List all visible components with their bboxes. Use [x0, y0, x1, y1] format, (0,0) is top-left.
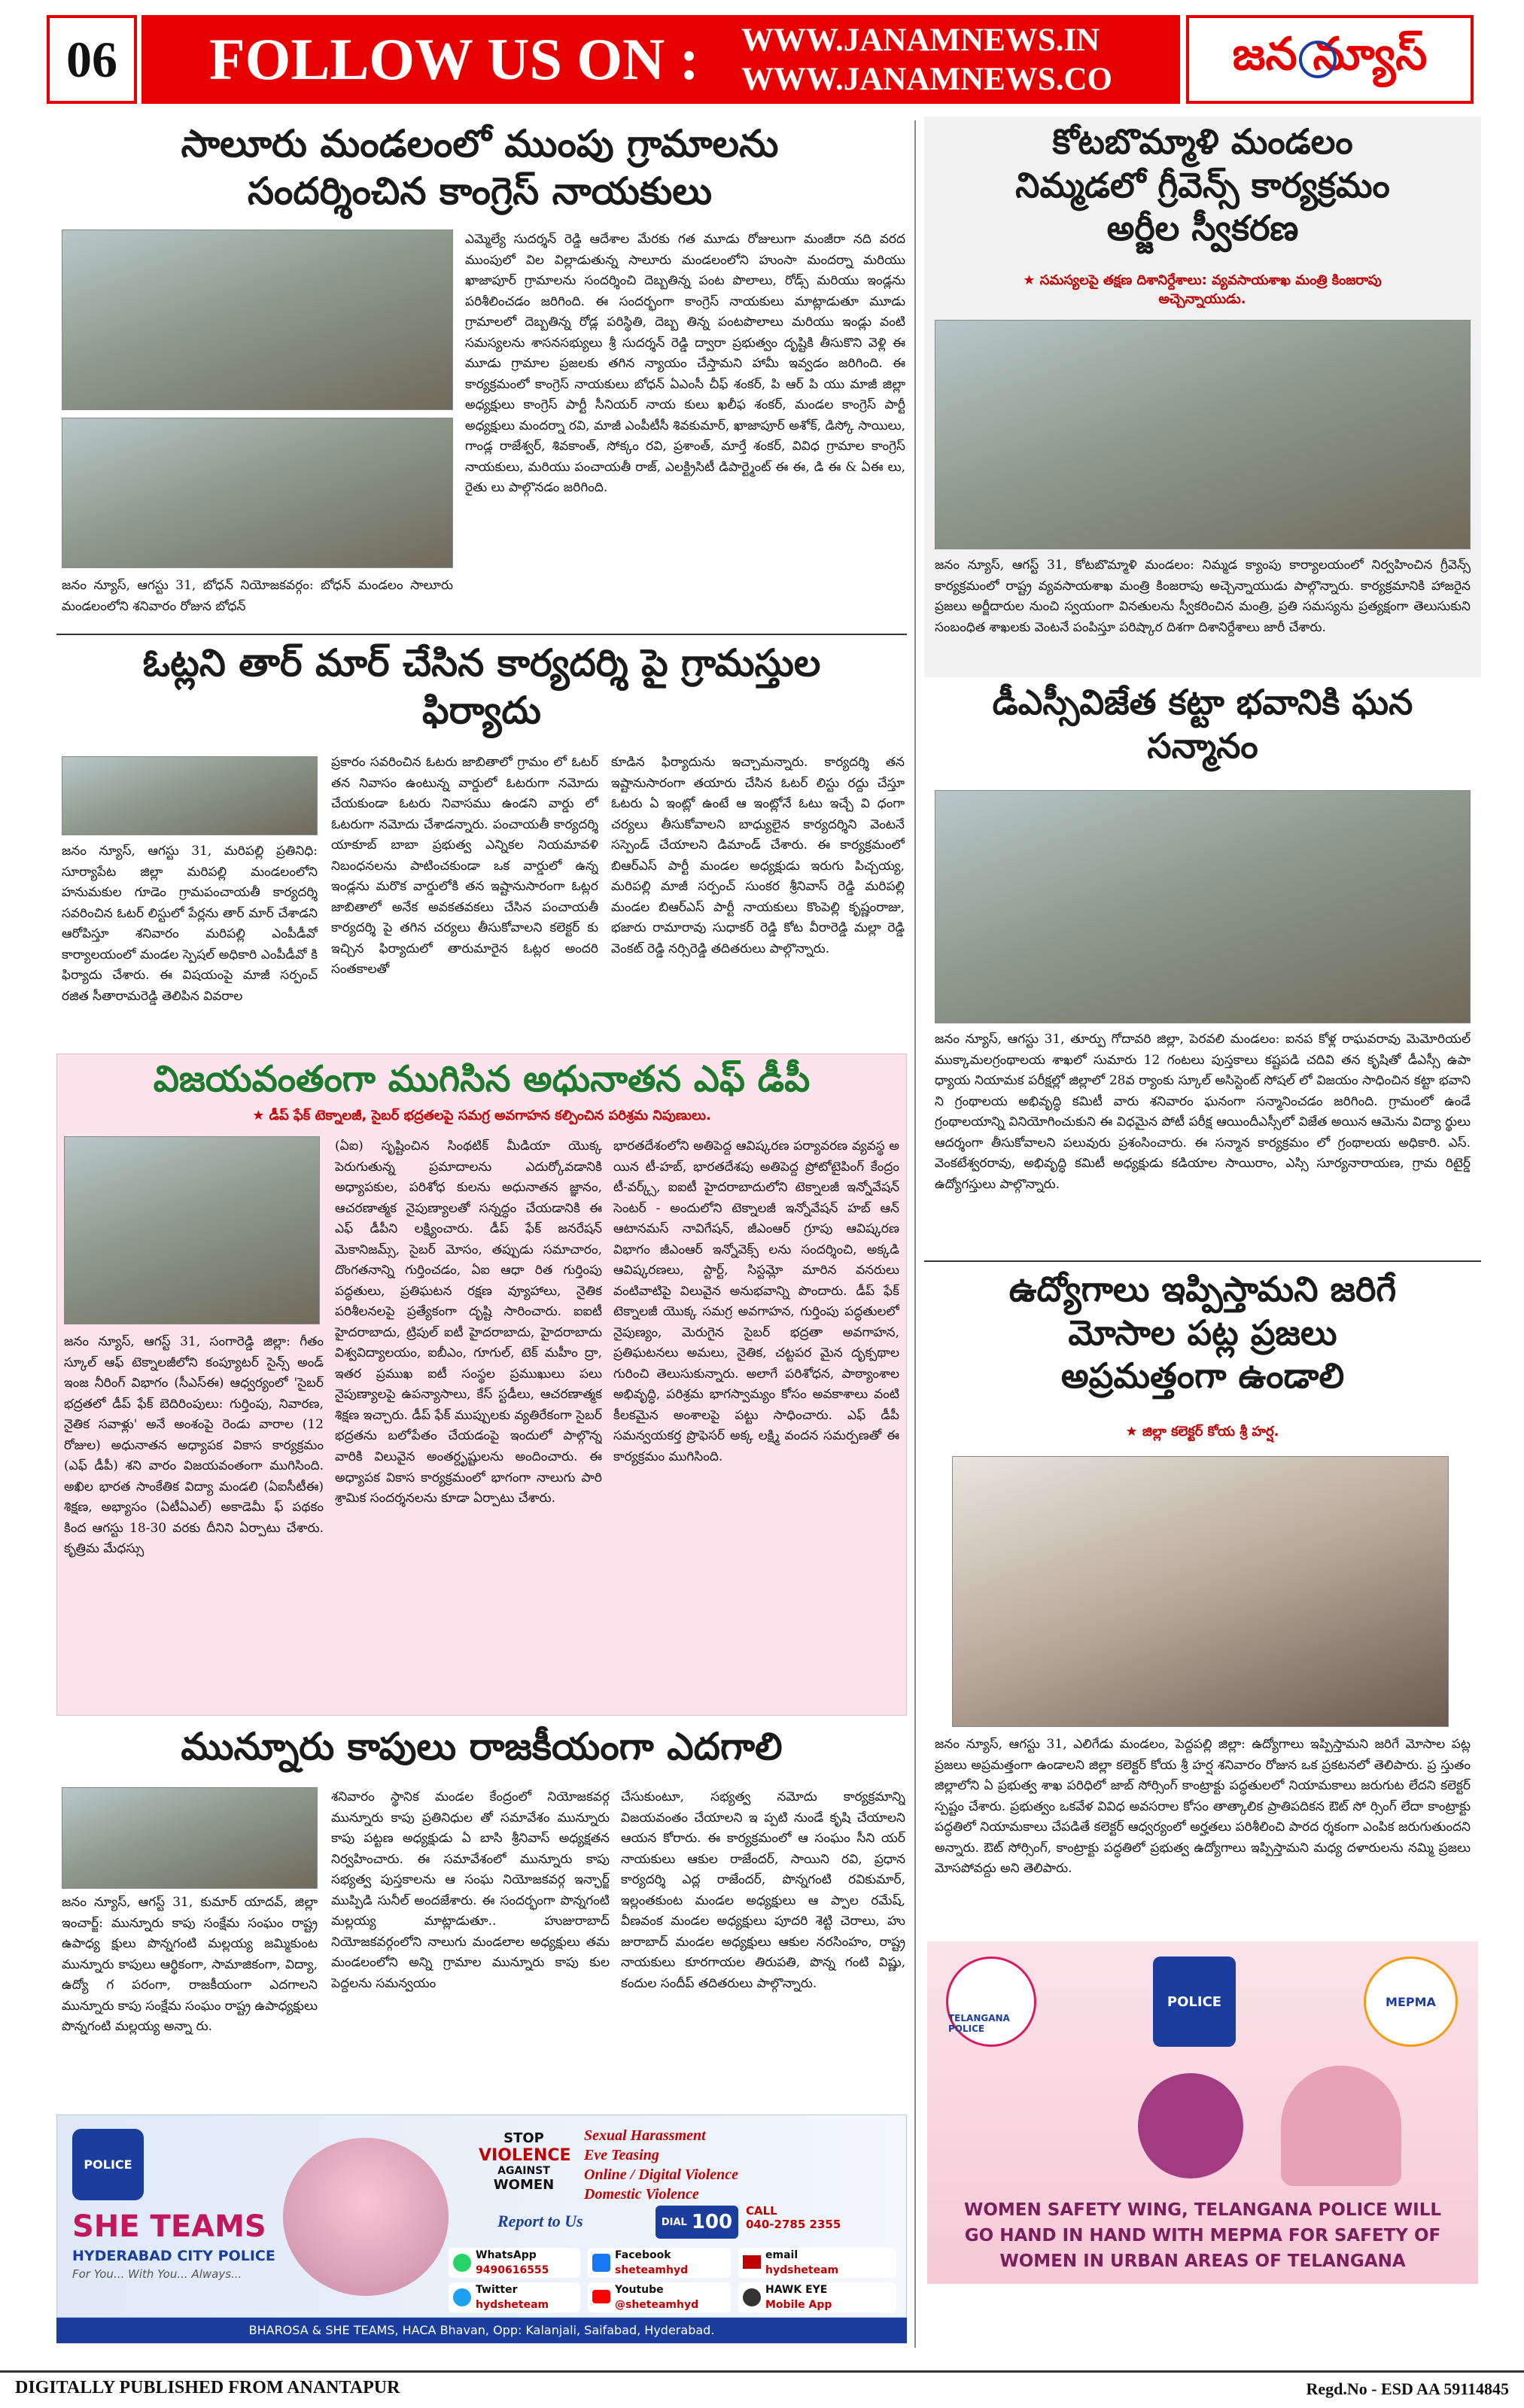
janam-news-logo[interactable]	[1186, 15, 1474, 104]
hawk-eye-sublabel: Mobile App	[765, 2299, 832, 2311]
dial-number: 100	[691, 2211, 733, 2233]
facebook-icon	[592, 2254, 610, 2272]
email-contact[interactable]	[738, 2248, 896, 2278]
kotabommali-subheadline	[929, 271, 1475, 309]
facebook-handle: sheteamhyd	[615, 2264, 689, 2276]
udyogalu-headline-line3: అప్రమత్తంగా ఉండాలి	[1060, 1355, 1345, 1396]
youtube-label: Youtube	[615, 2284, 664, 2296]
munnuru-col3: చేసుకుంటూ, సభ్యత్వ నమోదు కార్యక్రమాన్ని విజయవంతం చేయాలని ఇ ప్పటి నుండే కృషి చేయాలని ఆయన కోరారు. ఈ కార్యక్రమంలో ఆ సంఘం సీని యర్ నాయకులు ఆకుల రాజేందర్, సాయిని రవి, ప్రధాన కార్యదర్శి ఎద్ల రాజేందర్, పొన్నగంటి రవికుమార్, ఇల్లంతకుంట మండల అధ్యక్షులు ఆ ప్పాల రమేష్, వీణవంక మండల అధ్యక్షులు పూదరి శెట్టి చెరాలు, హు జురాబాద్ మండల అధ్యక్షులు ఆకుల నరసింహం, రాష్ట్ర నాయకులు కూరగాయల తిరుపతి, పొన్న గంటి విష్ణు, కందుల సందీప్ తదితరులు పాల్గొన్నారు.	[621, 1789, 905, 1991]
against-label: AGAINST	[497, 2165, 550, 2177]
dsc-headline-line2: సన్మానం	[1147, 725, 1258, 766]
violence-item: Online / Digital Violence	[584, 2166, 739, 2183]
kotabommali-photo	[935, 320, 1471, 549]
munnuru-col1: జనం న్యూస్, ఆగస్ట్ 31, కుమార్ యాదవ్, జిల్లా ఇంచార్జ్: మున్నూరు కాపు సంక్షేమ సంఘం రాష్ట్ర ఉపాధ్య క్షులు పొన్నగంటి మల్లయ్య జమ్మికుంట మున్నూరు కాపులు ఆర్థికంగా, సామాజికంగా, విద్యా, ఉద్యో గ పరంగా, రాజకీయంగా ఎదగాలని మున్నూరు కాపు సంక్షేమ సంఘం రాష్ట్ర ఉపాధ్యక్షులు పొన్నగంటి మల్లయ్య అన్నా రు.	[62, 1895, 318, 2035]
votlu-photo	[62, 756, 318, 835]
youtube-icon	[592, 2290, 610, 2303]
women-label: WOMEN	[493, 2177, 555, 2193]
call-label: CALL	[746, 2204, 777, 2218]
telangana-police-women-logo: TELANGANA POLICE	[946, 1956, 1036, 2047]
fdp-headline: విజయవంతంగా ముగిసిన అధునాతన ఎఫ్ డీపీ	[153, 1058, 811, 1100]
women-safety-line3: WOMEN IN URBAN AREAS OF TELANGANA	[999, 2251, 1406, 2271]
salur-body-caption: జనం న్యూస్, ఆగస్టు 31, బోధన్ నియోజకవర్గం: బోధన్ మండలం సాలూరు మండలంలోని శనివారం రోజున బోధన్	[62, 578, 453, 614]
salur-headline-line1: సాలూరు మండలంలో ముంపు గ్రామాలను	[181, 122, 779, 166]
violence-item: Eve Teasing	[584, 2147, 659, 2163]
masthead	[0, 0, 1524, 111]
dsc-photo	[935, 790, 1471, 1023]
footer-rule	[0, 2370, 1524, 2373]
she-teams-title: SHE TEAMS	[72, 2209, 266, 2244]
women-safety-ad	[927, 1941, 1478, 2284]
she-teams-footer: BHAROSA & SHE TEAMS, HACA Bhavan, Opp: Kalanjali, Saifabad, Hyderabad.	[56, 2318, 907, 2343]
violence-label: VIOLENCE	[479, 2146, 571, 2165]
fdp-col2: (ఏఐ) సృష్టించిన సింథటిక్ మీడియా యొక్క పెరుగుతున్న ప్రమాదాలను ఎదుర్కోవడానికి అధ్యాపకుల, పరిశోధ కులను అధునాతన జ్ఞానం, ఆచరణాత్మక నైపుణ్యాలతో సన్నద్ధం చేయడానికి ఈ ఎఫ్ డీపీని లక్ష్యించారు. డీప్ ఫేక్ జనరేషన్ మెకానిజమ్స్, సైబర్ మోసం, తప్పుడు సమాచారం, దొంగతనాన్ని గుర్తించడం, ఏఐ ఆధా రిత గుర్తింపు పద్ధతులు, ప్రతిఘటన రక్షణ వ్యూహాలు, నైతిక పరిశీలనలపై ప్రత్యేకంగా దృష్టి సారించారు. ఐఐటీ హైదరాబాదు, ట్రిపుల్ ఐటీ హైదరాబాదు, హైదరాబాదు విశ్వవిద్యాలయం, ఐబీఎం, గూగుల్, టెక్ మహీం ద్రా, ఇతర ప్రముఖ ఐటీ సంస్థల ప్రముఖులు పలు నైపుణ్యాలపై ఉపన్యాసాలు, కేస్ స్టడీలు, ఆచరణాత్మక శిక్షణ ఇచ్చారు. డీప్ ఫేక్ ముప్పులకు వ్యతిరేకంగా సైబర్ భద్రతను బలోపేతం చేయడంపై ఇందులో పాల్గొన్న వారికి విలువైన అంతర్దృష్టులను అందించారు. ఈ అధ్యాపక వికాస కార్యక్రమంలో భాగంగా నాలుగు పారి శ్రామిక సందర్శనలను కూడా ఏర్పాటు చేశారు.	[335, 1139, 602, 1507]
votlu-headline-line2: ఫిర్యాదు	[422, 688, 541, 732]
police-badge-icon: POLICE	[1153, 1956, 1236, 2047]
fdp-col3: భారతదేశంలోని అతిపెద్ద ఆవిష్కరణ పర్యావరణ వ్యవస్థ అ యిన టీ-హబ్, భారతదేశపు అతిపెద్ద ప్రోటోటైపింగ్ కేంద్రం టీ-వర్క్స్, ఐఐటీ హైదరాబాదులోని టెక్నాలజీ ఇన్నోవేషన్ సెంటర్ - అందులోని టెక్నాలజీ ఇన్నోవేషన్ హబ్ ఆన్ ఆటానమస్ నావిగేషన్, జీఎంఆర్ గ్రూపు ఆవిష్కరణ విభాగం జీఎంఆర్ ఇన్నోవెక్స్ లను సందర్శించి, అక్కడి ఆవిష్కరణలు, స్టార్ట్, సిస్టమ్లో మారిన వనరులు వంటివాటిపై విలువైన అనుభవాన్ని పొందారు. డీప్ ఫేక్ టెక్నాలజీ యొక్క సమగ్ర అవగాహన, గుర్తింపు పద్ధతులలో నైపుణ్యం, మెరుగైన సైబర్ భద్రతా అవగాహన, ప్రతిఘటనలు అమలు, నైతిక, చట్టపర మైన దృక్పథాల గురించి తెలుసుకున్నారు. అలాగే పరిశోధన, పాఠ్యాంశాల అభివృద్ధి, పరిశ్రమ భాగస్వామ్యం కోసం అవకాశాలు వంటి కీలకమైన అంశాలపై పట్టు సాధించారు. ఎఫ్ డీపీ సమన్వయకర్త ప్రొఫెసర్ అక్క లక్ష్మి వందన సమర్పణతో ఈ కార్యక్రమం ముగిసింది.	[613, 1139, 899, 1464]
youtube-handle: @sheteamhyd	[615, 2299, 699, 2311]
salur-photo-2	[62, 418, 453, 568]
dial-100-box	[656, 2206, 738, 2239]
kotabommali-sub-line2: అచ్చెన్నాయుడు.	[1158, 291, 1246, 308]
munnuru-photo	[62, 1787, 318, 1889]
mepma-logo: MEPMA	[1364, 1956, 1458, 2047]
facebook-label: Facebook	[615, 2249, 671, 2261]
column-divider	[914, 120, 916, 2348]
fdp-col1: జనం న్యూస్, ఆగస్ట్ 31, సంగారెడ్డి జిల్లా: గీతం స్కూల్ ఆఫ్ టెక్నాలజీలోని కంప్యూటర్ సైన్స్ అండ్ ఇంజ నీరింగ్ విభాగం (సీఎస్ఈ) ఆధ్వర్యంలో 'సైబర్ భద్రతలో డీప్ ఫేక్ బెదిరింపులు: గుర్తింపు, నివారణ, నైతిక సవాళ్లు' అనే అంశంపై రెండు వారాల (12 రోజుల) అధునాతన అధ్యాపక వికాస కార్యక్రమం (ఎఫ్ డీపీ) శని వారం విజయవంతంగా ముగిసింది. అఖిల భారత సాంకేతిక విద్యా మండలి (ఏఐసీటీఈ) శిక్షణ, అభ్యాసం (ఏటీఏఎల్) అకాడెమీ ఫ్ పథకం కింద ఆగస్టు 18-30 వరకు దీనిని ఏర్పాటు చేశారు. కృత్రిమ మేధస్సు	[64, 1334, 324, 1557]
twitter-handle: hydsheteam	[476, 2299, 549, 2311]
votlu-col1: జనం న్యూస్, ఆగస్టు 31, మరిపల్లి ప్రతినిధి: సూర్యాపేట జిల్లా మరిపల్లి మండలంలోని హనుమకుల గూడెం గ్రామపంచాయతీ కార్యదర్శి సవరించిన ఓటర్ లిస్టులో పేర్లను తార్ మార్ చేశాడని ఆరోపిస్తూ శనివారం మరిపల్లి ఎంపీడీవో కార్యాలయంలో మండల స్పెషల్ అధికారి ఎంపీడీవో కి ఫిర్యాదు చేశారు. ఈ విషయంపై మాజీ సర్పంచ్ రజిత సీతారామరెడ్డి తెలిపిన వివరాల	[62, 844, 318, 1004]
udyogalu-subheadline: ★ జిల్లా కలెక్టర్ కోయ శ్రీ హర్ష.	[1125, 1424, 1279, 1440]
salur-photo-1	[62, 230, 453, 410]
kotabommali-body: జనం న్యూస్, ఆగస్ట్ 31, కోటబొమ్మాళి మండలం: నిమ్మడ క్యాంపు కార్యాలయంలో నిర్వహించిన గ్రీవెన్స్ కార్యక్రమంలో రాష్ట్ర వ్యవసాయశాఖ మంత్రి కింజరాపు అచ్చెన్నాయుడు పాల్గొన్నారు. కార్యక్రమానికి హాజరైన ప్రజలు అర్జీదారుల నుంచి స్వయంగా వినతులను స్వీకరించిన మంత్రి, ప్రతి సమస్యను ప్రత్యక్షంగా తెలుసుకుని సంబంధిత శాఖలకు వెంటనే పంపిస్తూ పరిష్కార దిశగా దిశానిర్దేశాలు జారీ చేశారు.	[935, 558, 1471, 635]
email-icon	[743, 2255, 761, 2269]
women-safety-line1: WOMEN SAFETY WING, TELANGANA POLICE WILL	[963, 2200, 1442, 2220]
votlu-headline	[56, 640, 907, 734]
dsc-body: జనం న్యూస్, ఆగస్టు 31, తూర్పు గోదావరి జిల్లా, పెరవలి మండలం: ఐనప కోళ్ల రాఘవరావు మెమోరియల్ ముక్కామలగ్రంథాలయ శాఖలో సుమారు 12 గంటలు పుస్తకాలు కష్టపడి చదివి తన కృషితో డీఎస్సీ ఉపా ధ్యాయ నియామక పరీక్షల్లో జిల్లాలో 28వ ర్యాంకు స్కూల్ అసిస్టెంట్ సోషల్ లో విజయం సాధించిన కట్టా భవాని ని గ్రంథాలయ అభివృద్ధి కమిటీ వారు శనివారం ఘనంగా సన్మానించడం జరిగింది. గ్రామంలో ఉండే గ్రంథాలయాన్ని వినియోగించుకుని ఈ విధమైన పోటీ పరీక్ష ఆయిందీఎస్సీలో విజేత అయిన ఆమెను విద్యా ర్థులు ఆదర్శంగా తీసుకోవాలని పలువురు ప్రశంసించారు. ఈ సన్మాన కార్యక్రమం లో గ్రంథాలయ అధికారి. ఎస్. వెంకటేశ్వరరావు, అభివృద్ధి కమిటీ అధ్యక్షుడు కడియాల సాయిరాం, ఎస్సి సూర్యనారాయణ, గ్రామ రిటైర్డ్ ఉద్యోగస్తులు పాల్గొన్నారు.	[935, 1032, 1471, 1192]
salur-headline	[56, 120, 903, 214]
follow-label: FOLLOW US ON :	[209, 26, 699, 92]
page-number: 06	[47, 15, 137, 104]
udyogalu-body: జనం న్యూస్, ఆగస్టు 31, ఎలిగేడు మండలం, పెద్దపల్లి జిల్లా: ఉద్యోగాలు ఇప్పిస్తామని జరిగే మోసాల పట్ల ప్రజలు అప్రమత్తంగా ఉండాలని జిల్లా కలెక్టర్ కోయ శ్రీ హర్ష శనివారం రోజున ఒక ప్రకటనలో తెలిపారు. ప్ర స్తుతం జిల్లాలోని ఏ ప్రభుత్వ శాఖ పరిధిలో జాబ్ సోర్సింగ్ కాంట్రాక్టు పద్ధతులలో నియామకాలు జరుగుట లేదని కలెక్టర్ స్పష్టం చేశారు. ప్రభుత్వం ఒకవేళ వివిధ అవసరాల కోసం తాత్కాలిక ప్రాతిపదికన ఔట్ సో ర్సింగ్ లేదా కాంట్రాక్టు పద్ధతిలో నియామకాలు చేపడితే కలెక్టర్ ఆధ్వర్యంలో అర్హతలు పరిశీలించి పారద ర్శకంగా ఎంపిక జరుగుతుందని అన్నారు. ఔట్ సోర్సింగ్, కాంట్రాక్టు పద్ధతిలో ప్రభుత్వ ఉద్యోగాలు ఇప్పిస్తామని మధ్య దళారులను నమ్మి ప్రజలు మోసపోవద్దు అని తెలిపారు.	[935, 1737, 1471, 1877]
women-symbol-icon	[1138, 2073, 1243, 2178]
footer-right: Regd.No - ESD AA 59114845	[1306, 2379, 1509, 2398]
fdp-photo	[64, 1136, 320, 1324]
website-link-in[interactable]: WWW.JANAMNEWS.IN	[741, 23, 1100, 58]
email-label: email	[765, 2249, 799, 2261]
stop-label: STOP	[503, 2130, 544, 2146]
facebook-contact[interactable]	[588, 2248, 731, 2278]
woman-silhouette-icon	[1281, 2066, 1401, 2186]
call-box	[746, 2204, 896, 2231]
she-teams-tagline: For You... With You... Always...	[72, 2267, 242, 2281]
she-teams-ad	[56, 2115, 907, 2318]
whatsapp-icon	[453, 2254, 471, 2272]
hawk-eye-icon	[743, 2288, 761, 2306]
votlu-col2: ప్రకారం సవరించిన ఓటరు జాబితాలో గ్రామం లో ఓటర్ తన నివాసం ఉంటున్న వార్డులో ఓటరుగా నమోదు చేయకుండా ఓటరు నివాసము ఉండని వార్డు లో ఓటరుగా నమోదు చేశాడన్నారు. పంచాయతీ కార్యదర్శి యాకూబ్ బాబా ప్రభుత్వ ఎన్నికల నియమావళి నిబంధనలను పాటించకుండా ఒక వార్డులో ఉన్న ఇండ్లను మరొక వార్డులోకి తన ఇష్టానుసారంగా ఓట్లర జాబితాలో అనేక అవకతవకలు చేసిన పంచాయతీ కార్యదర్శి పై తగిన చర్యలు తీసుకోవాలని కలెక్టర్ కు ఇచ్చిన ఫిర్యాదులో తారుమారైన ఓట్లర అందరి సంతకాలతో	[331, 755, 598, 977]
footer-left: DIGITALLY PUBLISHED FROM ANANTAPUR	[15, 2378, 400, 2397]
report-label: Report to Us	[497, 2212, 583, 2230]
twitter-contact[interactable]	[449, 2282, 580, 2312]
hawk-eye-app[interactable]	[738, 2282, 896, 2312]
ashoka-chakra-icon	[1299, 41, 1337, 78]
website-link-co[interactable]: WWW.JANAMNEWS.CO	[741, 62, 1112, 97]
divider	[56, 634, 907, 635]
kotabommali-headline-line1: కోటబొమ్మాళి మండలం	[1052, 121, 1353, 162]
udyogalu-headline-line1: ఉద్యోగాలు ఇప్పిస్తామని జరిగే	[1008, 1269, 1397, 1309]
women-safety-text	[942, 2197, 1463, 2274]
violence-item: Domestic Violence	[584, 2186, 699, 2203]
fdp-subheadline: ★ డీప్ ఫేక్ టెక్నాలజీ, సైబర్ భద్రతలపై సమగ్ర అవగాహన కల్పించిన పరిశ్రమ నిపుణులు.	[252, 1108, 711, 1123]
hawk-eye-label: HAWK EYE	[765, 2284, 828, 2296]
dial-label: DIAL	[661, 2216, 687, 2228]
whatsapp-number: 9490616555	[476, 2264, 549, 2276]
divider	[924, 1260, 1481, 1262]
dsc-headline-line1: డీఎస్సీవిజేత కట్టా భవానికి ఘన	[992, 682, 1413, 722]
stop-violence-block	[479, 2130, 569, 2193]
police-badge-icon: POLICE	[72, 2129, 144, 2200]
salur-body-right: ఎమ్మెల్యే సుదర్శన్ రెడ్డి ఆదేశాల మేరకు గత మూడు రోజులుగా మంజీరా నది వరద ముంపులో విల విల్లాడుతున్న సాలూరు మండలంలోని హుంసా మందర్నా మరియు ఖాజాపూర్ గ్రామాలను సందర్శించి దెబ్బతిన్న పంట పొలాలు, రోడ్స్ మరియు ఇండ్లను పరిశీలించడం జరిగింది. ఈ సందర్భంగా కాంగ్రెస్ నాయకులు మాట్లాడుతూ మూడు గ్రామాలలో దెబ్బతిన్న రోడ్ల పరిస్థితి, దెబ్బ తిన్న పంటపొలాలు మరియు ఇండ్లు వంటి సమస్యలను శాసనసభ్యులు శ్రీ సుదర్శన్ రెడ్డి ద్వారా ప్రభుత్వం దృష్టికి తీసుకొని వెళ్లి ఈ మూడు గ్రామాల ప్రజలకు తగిన న్యాయం చేస్తామని హామీ ఇవ్వడం జరిగింది. ఈ కార్యక్రమంలో కాంగ్రెస్ నాయకులు బోధన్ ఏఎంసీ చీఫ్ శంకర్, పి ఆర్ పి యు మాజీ జిల్లా అధ్యక్షులు కాంగ్రెస్ పార్టీ సీనియర్ నాయ కులు ఖలీఫ శంకర్, మండల కాంగ్రెస్ పార్టీ అధ్యక్షులు మందర్నా రవి, మాజీ ఎంపీటీసీ శివకుమార్, ఖాజాపూర్ అశోక్, డిస్కో సాయిలు, గాండ్ల రాజేశ్వర్, శివకాంత్, సోక్కం రవి, ప్రశాంత్, మార్తే శంకర్, వివిధ గ్రామాల కాంగ్రెస్ నాయకులు, మరియు పంచాయతీ రాజ్, ఎలక్ట్రిసిటీ డిపార్ట్మెంట్ ఈ ఈ, డి ఈ & ఏఈ లు, రైతు లు పాల్గొనడం జరిగింది.	[465, 232, 905, 496]
violence-list	[584, 2126, 832, 2204]
kotabommali-headline-line2: నిమ్మడలో గ్రీవెన్స్ కార్యక్రమం	[1015, 164, 1390, 205]
udyogalu-headline-line2: మోసాల పట్ల ప్రజలు	[1068, 1312, 1337, 1353]
dsc-headline	[924, 681, 1481, 768]
violence-item: Sexual Harassment	[584, 2127, 706, 2144]
whatsapp-contact[interactable]	[449, 2248, 580, 2278]
woman-illustration-icon	[283, 2138, 449, 2296]
she-teams-subtitle: HYDERABAD CITY POLICE	[72, 2248, 275, 2264]
votlu-headline-line1: ఓట్లని తార్ మార్ చేసిన కార్యదర్శి పై గ్రామస్తుల	[142, 641, 821, 685]
kotabommali-headline-line3: అర్జీల స్వీకరణ	[1106, 208, 1299, 248]
udyogalu-headline	[924, 1268, 1481, 1398]
votlu-col3: కూడిన ఫిర్యాదును ఇచ్చామన్నారు. కార్యదర్శి తన ఇష్టానుసారంగా తయారు చేసిన ఓటర్ లిస్టు రద్దు చేస్తూ ఓటరు ఏ ఇంట్లో ఉంటే ఆ ఇంట్లోనే ఓటు ఇచ్చే వి ధంగా చర్యలు తీసుకోవాలని బాధ్యులైన కార్యదర్శిని వెంటనే సస్పెండ్ చేయాలని డిమాండ్ చేశారు. ఈ కార్యక్రమంలో బిఆర్ఎస్ పార్టీ మండల అధ్యక్షుడు ఇరుగు పిచ్చయ్య, మరిపల్లి మాజీ సర్పంచ్ సుంకర శ్రీనివాస్ రెడ్డి మరిపల్లి మండల బిఆర్ఎస్ పార్టీ నాయకులు కొంపెల్లి కృష్ణంరాజు, భజారు రామారావు సుధాకర్ రెడ్డి కోట వీరారెడ్డి మల్లా రెడ్డి వెంకట్ రెడ్డి నర్సిరెడ్డి తదితరులు పాల్గొన్నారు.	[611, 755, 905, 956]
munnuru-col2: శనివారం స్థానిక మండల కేంద్రంలో నియోజకవర్గ మున్నూరు కాపు ప్రతినిధుల తో సమావేశం మున్నూరు కాపు పట్టణ అధ్యక్షుడు ఏ బాసి శ్రీనివాస్ అధ్యక్షతన నిర్వహించారు. ఈ సమావేశంలో మున్నూరు కాపు సభ్యత్వ పుస్తకాలను ఆ సంఘ నియోజకవర్గ ఇన్ఛార్జ్ ముప్పిడి సునీల్ అందజేశారు. ఈ సందర్భంగా పొన్నగంటి మల్లయ్య మాట్లాడుతూ.. హుజురాబాద్ నియోజకవర్గంలోని నాలుగు మండలాల అధ్యక్షులు తమ మండలంలోని అన్ని గ్రామాల మున్నూరు కాపు కుల పెద్దలను సమన్వయం	[331, 1789, 610, 1991]
email-handle: hydsheteam	[765, 2264, 839, 2276]
twitter-label: Twitter	[476, 2284, 518, 2296]
women-safety-line2: GO HAND IN HAND WITH MEPMA FOR SAFETY OF	[964, 2226, 1441, 2245]
munnuru-headline: మున్నూరు కాపులు రాజకీయంగా ఎదగాలి	[181, 1725, 783, 1768]
salur-headline-line2: సందర్శించిన కాంగ్రెస్ నాయకులు	[247, 169, 713, 213]
kotabommali-sub-line1: ★ సమస్యలపై తక్షణ దిశానిర్దేశాలు: వ్యవసాయశాఖ మంత్రి కింజరాపు	[1023, 272, 1382, 288]
call-number: 040-2785 2355	[746, 2218, 841, 2231]
logo-text: జన న్యూస్	[1232, 28, 1428, 81]
youtube-contact[interactable]	[588, 2282, 731, 2312]
collector-photo	[952, 1456, 1449, 1727]
whatsapp-label: WhatsApp	[476, 2249, 537, 2261]
twitter-icon	[453, 2288, 471, 2306]
kotabommali-headline	[924, 120, 1481, 251]
